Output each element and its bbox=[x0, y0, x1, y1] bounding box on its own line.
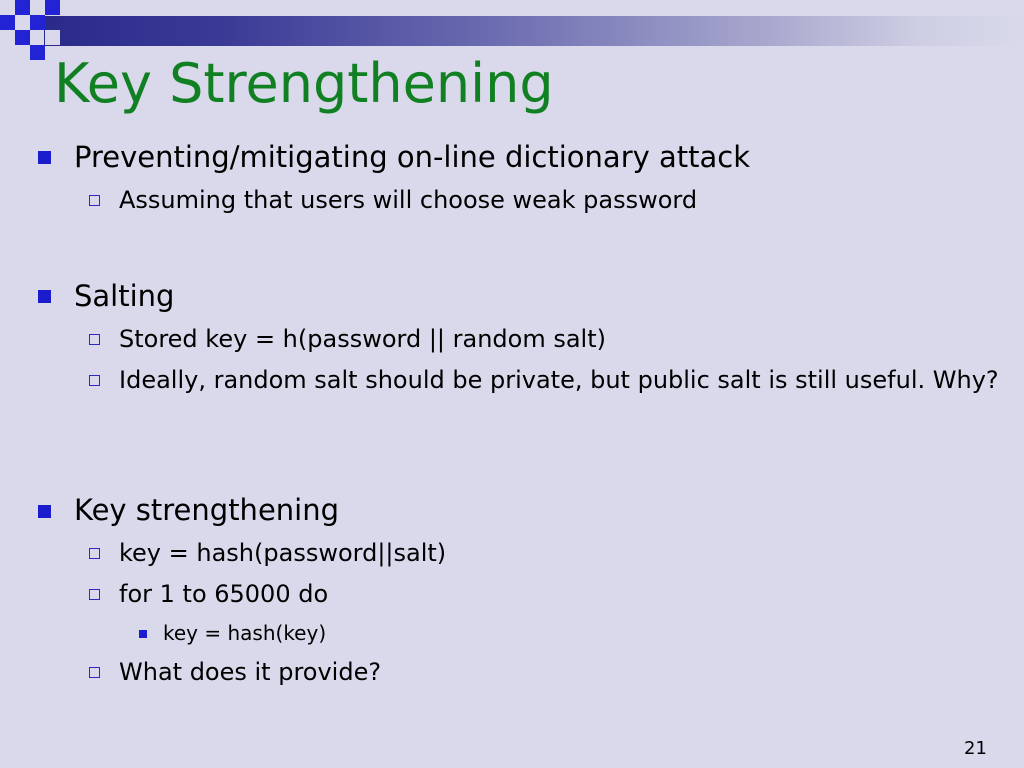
bullet-small-square-icon bbox=[139, 630, 147, 638]
checker-square bbox=[0, 15, 15, 30]
bullet-level2: What does it provide? bbox=[119, 658, 382, 686]
bullet-square-icon bbox=[38, 151, 51, 164]
bullet-level2: Assuming that users will choose weak password bbox=[119, 186, 698, 214]
page-number: 21 bbox=[964, 738, 987, 759]
bullet-level2: key = hash(password||salt) bbox=[119, 539, 447, 567]
bullet-level2: Ideally, random salt should be private, but public salt is still useful. Why? bbox=[119, 366, 999, 394]
checker-square bbox=[15, 0, 30, 15]
bullet-hollow-square-icon bbox=[89, 548, 100, 559]
checker-square bbox=[15, 30, 30, 45]
bullet-hollow-square-icon bbox=[89, 667, 100, 678]
checker-square bbox=[45, 30, 60, 45]
bullet-level1: Preventing/mitigating on-line dictionary attack bbox=[74, 140, 751, 174]
bullet-hollow-square-icon bbox=[89, 334, 100, 345]
checker-square bbox=[0, 45, 15, 60]
slide-title: Key Strengthening bbox=[54, 52, 554, 115]
checker-square bbox=[30, 45, 45, 60]
checker-square bbox=[30, 15, 45, 30]
bullet-level1: Salting bbox=[74, 279, 175, 313]
header-gradient-bar bbox=[44, 16, 1024, 46]
bullet-hollow-square-icon bbox=[89, 195, 100, 206]
checker-square bbox=[45, 0, 60, 15]
bullet-hollow-square-icon bbox=[89, 375, 100, 386]
bullet-square-icon bbox=[38, 505, 51, 518]
bullet-hollow-square-icon bbox=[89, 589, 100, 600]
bullet-square-icon bbox=[38, 290, 51, 303]
bullet-level2: for 1 to 65000 do bbox=[119, 580, 329, 608]
bullet-level2: Stored key = h(password || random salt) bbox=[119, 325, 606, 353]
bullet-level1: Key strengthening bbox=[74, 493, 340, 527]
bullet-level3: key = hash(key) bbox=[163, 621, 327, 645]
